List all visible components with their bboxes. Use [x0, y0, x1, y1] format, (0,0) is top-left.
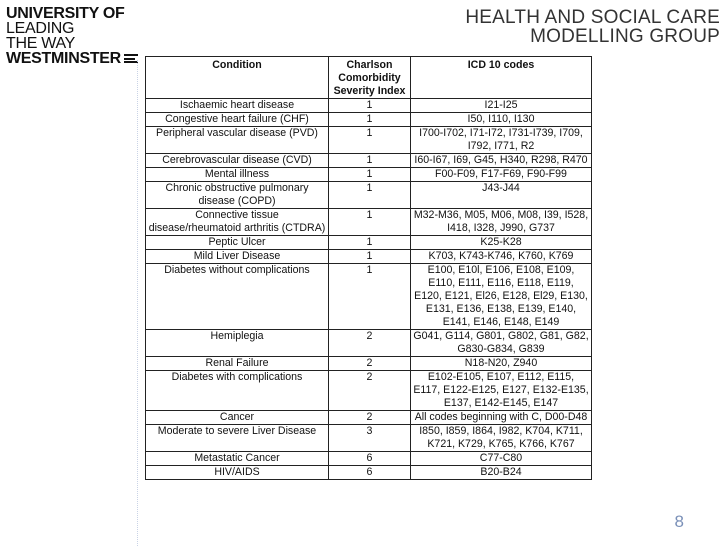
severity-index-cell: 1 [329, 250, 411, 264]
table-row [146, 330, 592, 357]
table-row [146, 168, 592, 182]
table-row [146, 425, 592, 452]
severity-index-cell: 1 [329, 127, 411, 154]
icd10-codes-cell: B20-B24 [411, 466, 592, 480]
condition-cell: HIV/AIDS [146, 466, 329, 480]
table-row [146, 250, 592, 264]
page-number: 8 [674, 512, 684, 531]
icd10-codes-cell: C77-C80 [411, 452, 592, 466]
icd10-codes-cell: E100, E10l, E106, E108, E109, E110, E111, E116, E118, E119, E120, E121, El26, E128, El29, E130, E131, E136, E138, E139, E140, E141, E146, E148, E149 [411, 264, 592, 330]
severity-index-cell: 3 [329, 425, 411, 452]
table-row [146, 182, 592, 209]
group-title-line-1: HEALTH AND SOCIAL CARE [465, 7, 720, 28]
table-row [146, 357, 592, 371]
header-condition: Condition [146, 57, 329, 99]
condition-cell: Chronic obstructive pulmonary disease (COPD) [146, 182, 329, 209]
severity-index-cell: 2 [329, 411, 411, 425]
condition-cell: Metastatic Cancer [146, 452, 329, 466]
logo-line-4 [6, 51, 138, 66]
condition-cell: Mild Liver Disease [146, 250, 329, 264]
condition-cell: Diabetes without complications [146, 264, 329, 330]
icd10-codes-cell: E102-E105, E107, E112, E115, E117, E122-E125, E127, E132-E135, E137, E142-E145, E147 [411, 371, 592, 411]
charlson-comorbidity-table [145, 56, 592, 480]
table-row [146, 99, 592, 113]
severity-index-cell: 2 [329, 371, 411, 411]
table-row [146, 209, 592, 236]
condition-cell: Hemiplegia [146, 330, 329, 357]
table-row [146, 411, 592, 425]
severity-index-cell: 6 [329, 466, 411, 480]
icd10-codes-cell: I21-I25 [411, 99, 592, 113]
icd10-codes-cell: N18-N20, Z940 [411, 357, 592, 371]
severity-index-cell: 1 [329, 236, 411, 250]
condition-cell: Moderate to severe Liver Disease [146, 425, 329, 452]
icd10-codes-cell: M32-M36, M05, M06, M08, I39, I528, I418, I328, J990, G737 [411, 209, 592, 236]
table-row [146, 127, 592, 154]
logo-mark-icon [124, 54, 138, 63]
condition-cell: Cancer [146, 411, 329, 425]
icd10-codes-cell: I50, I110, I130 [411, 113, 592, 127]
table-row [146, 154, 592, 168]
table-row [146, 452, 592, 466]
severity-index-cell: 1 [329, 209, 411, 236]
condition-cell: Peripheral vascular disease (PVD) [146, 127, 329, 154]
group-title-line-2: MODELLING GROUP [530, 26, 720, 47]
severity-index-cell: 1 [329, 154, 411, 168]
modelling-group-title [465, 8, 720, 46]
header-icd10-codes: ICD 10 codes [411, 57, 592, 99]
icd10-codes-cell: G041, G114, G801, G802, G81, G82, G830-G834, G839 [411, 330, 592, 357]
icd10-codes-cell: I700-I702, I71-I72, I731-I739, I709, I792, I771, R2 [411, 127, 592, 154]
icd10-codes-cell: F00-F09, F17-F69, F90-F99 [411, 168, 592, 182]
severity-index-cell: 6 [329, 452, 411, 466]
severity-index-cell: 2 [329, 330, 411, 357]
icd10-codes-cell: All codes beginning with C, D00-D48 [411, 411, 592, 425]
condition-cell: Ischaemic heart disease [146, 99, 329, 113]
condition-cell: Mental illness [146, 168, 329, 182]
condition-cell: Peptic Ulcer [146, 236, 329, 250]
severity-index-cell: 1 [329, 99, 411, 113]
vertical-divider [137, 60, 138, 546]
condition-cell: Renal Failure [146, 357, 329, 371]
severity-index-cell: 1 [329, 113, 411, 127]
logo-line-4-text: WESTMINSTER [6, 50, 121, 67]
icd10-codes-cell: K25-K28 [411, 236, 592, 250]
table-row [146, 236, 592, 250]
university-logo [6, 6, 138, 66]
table-row [146, 264, 592, 330]
header-severity-index: Charlson Comorbidity Severity Index [329, 57, 411, 99]
severity-index-cell: 1 [329, 168, 411, 182]
table-row [146, 113, 592, 127]
severity-index-cell: 1 [329, 182, 411, 209]
table-row [146, 466, 592, 480]
severity-index-cell: 2 [329, 357, 411, 371]
condition-cell: Connective tissue disease/rheumatoid arthritis (CTDRA) [146, 209, 329, 236]
condition-cell: Diabetes with complications [146, 371, 329, 411]
table-header-row [146, 57, 592, 99]
logo-line-3: THE WAY [6, 35, 76, 52]
table-row [146, 371, 592, 411]
icd10-codes-cell: I60-I67, I69, G45, H340, R298, R470 [411, 154, 592, 168]
logo-line-2: LEADING [6, 20, 75, 37]
icd10-codes-cell: K703, K743-K746, K760, K769 [411, 250, 592, 264]
severity-index-cell: 1 [329, 264, 411, 330]
condition-cell: Cerebrovascular disease (CVD) [146, 154, 329, 168]
icd10-codes-cell: J43-J44 [411, 182, 592, 209]
condition-cell: Congestive heart failure (CHF) [146, 113, 329, 127]
icd10-codes-cell: I850, I859, I864, I982, K704, K711, K721, K729, K765, K766, K767 [411, 425, 592, 452]
logo-line-1: UNIVERSITY OF [6, 5, 125, 22]
